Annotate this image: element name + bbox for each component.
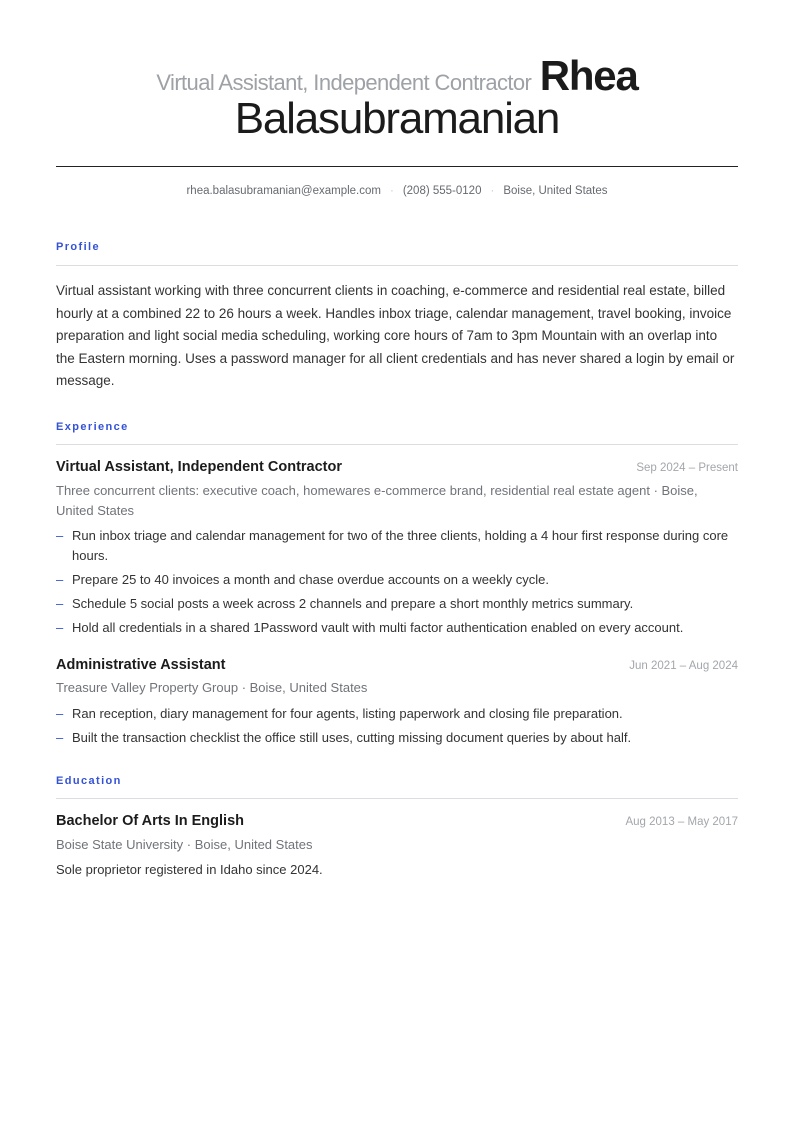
section-title-profile: Profile: [56, 241, 101, 253]
bullet-item: – Built the transaction checklist the office still uses, cutting missing document queries by about half.: [56, 728, 738, 748]
school-name: Boise State University · Boise, United States: [56, 837, 313, 852]
contact-separator: ·: [490, 185, 495, 197]
bullet-item: – Schedule 5 social posts a week across 2 channels and prepare a short monthly metrics summary.: [56, 594, 738, 614]
job-dates: Jun 2021 – Aug 2024: [629, 660, 738, 672]
bullet-dash: –: [56, 730, 64, 745]
job-title: Virtual Assistant, Independent Contractor: [56, 459, 343, 475]
job-title: Administrative Assistant: [56, 657, 226, 673]
first-name: Rhea: [539, 52, 638, 99]
profile-summary: Virtual assistant working with three concurrent clients in coaching, e-commerce and residential real estate, billed hourly at a combined 22 to 26 hours a week. Handles inbox triage, calendar management, travel booking, invoice preparation and light social media scheduling, working core hours of 7am to 3pm Mountain with an overlap into the Eastern morning. Uses a password manager for all client credentials and has never shared a login by email or message.: [56, 283, 735, 388]
section-divider: [56, 444, 738, 445]
bullet-dash: –: [56, 596, 64, 611]
job-bullets: [56, 704, 738, 752]
job-subtitle: Virtual Assistant, Independent Contractor: [156, 70, 532, 95]
section-title-education: Education: [56, 775, 122, 787]
education-note: Sole proprietor registered in Idaho since 2024.: [56, 862, 323, 877]
bullet-dash: –: [56, 528, 64, 543]
contact-email[interactable]: rhea.balasubramanian@example.com: [186, 185, 381, 197]
last-name: Balasubramanian: [234, 94, 560, 143]
contact-phone[interactable]: (208) 555-0120: [402, 185, 482, 197]
job-dates: Sep 2024 – Present: [636, 462, 738, 474]
bullet-dash: –: [56, 572, 64, 587]
bullet-dash: –: [56, 706, 64, 721]
resume-header: [56, 52, 738, 142]
job-organization: Treasure Valley Property Group · Boise, United States: [56, 680, 368, 695]
bullet-item: – Ran reception, diary management for four agents, listing paperwork and closing file preparation.: [56, 704, 738, 724]
job-bullets: [56, 526, 738, 642]
degree-title: Bachelor Of Arts In English: [56, 813, 244, 829]
bullet-dash: –: [56, 620, 64, 635]
bullet-item: – Prepare 25 to 40 invoices a month and chase overdue accounts on a weekly cycle.: [56, 570, 738, 590]
section-title-experience: Experience: [56, 421, 129, 433]
contact-location: Boise, United States: [503, 185, 608, 197]
contact-separator: ·: [389, 185, 394, 197]
bullet-item: – Run inbox triage and calendar management for two of the three clients, holding a 4 hour first response during core hours.: [56, 528, 729, 563]
section-divider: [56, 798, 738, 799]
education-dates: Aug 2013 – May 2017: [625, 816, 738, 828]
section-divider: [56, 265, 738, 266]
job-organization: Three concurrent clients: executive coach, homewares e-commerce brand, residential real estate agent · Boise, United States: [56, 483, 698, 518]
bullet-item: – Hold all credentials in a shared 1Password vault with multi factor authentication enabled on every account.: [56, 618, 738, 638]
header-divider: [56, 166, 738, 167]
contact-line: [56, 185, 738, 197]
